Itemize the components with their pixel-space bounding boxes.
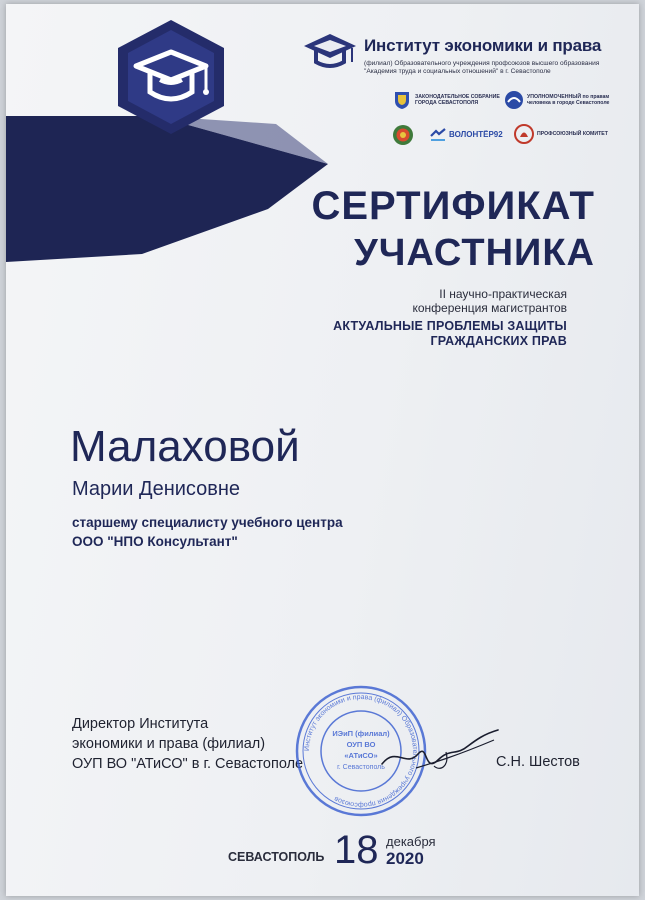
partner-emblem-round	[392, 124, 422, 146]
stamp-ring-text: Институт экономики и права (филиал) Образовательного учреждения профсоюзов	[303, 693, 419, 809]
conference-topic-line1: АКТУАЛЬНЫЕ ПРОБЛЕМЫ ЗАЩИТЫ	[333, 319, 567, 333]
certificate-title-line1: СЕРТИФИКАТ	[311, 184, 595, 228]
union-icon	[514, 124, 534, 144]
certificate-title-line2: УЧАСТНИКА	[354, 232, 595, 274]
date-month: декабря	[386, 834, 436, 849]
crest-icon	[392, 90, 412, 110]
partner-label: ЗАКОНОДАТЕЛЬНОЕ СОБРАНИЕ ГОРОДА СЕВАСТОПОЛЯ	[415, 94, 500, 106]
date-day: 18	[334, 828, 379, 872]
recipient-given-names: Марии Денисовне	[72, 478, 241, 500]
date-year: 2020	[386, 849, 424, 868]
stamp-center-line1: ИЭиП (филиал)	[332, 729, 390, 738]
recipient-surname: Малаховой	[70, 422, 300, 471]
city-label: СЕВАСТОПОЛЬ	[228, 850, 325, 864]
conference-topic-line2: ГРАЖДАНСКИХ ПРАВ	[430, 334, 567, 348]
round-emblem-icon	[392, 124, 414, 146]
signer-name: С.Н. Шестов	[496, 754, 580, 770]
partner-ombudsman	[504, 90, 616, 110]
partner-label: ВОЛОНТЁР92	[449, 130, 503, 139]
director-title-line3: ОУП ВО "АТиСО" в г. Севастополе	[72, 756, 304, 772]
director-title-line1: Директор Института	[72, 716, 209, 732]
partner-label: УПОЛНОМОЧЕННЫЙ по правам человека в городе Севастополе	[527, 94, 610, 106]
stamp-center-line4: г. Севастополь	[337, 764, 385, 771]
recipient-position-line2: ООО "НПО Консультант"	[72, 534, 238, 549]
partner-volunteer	[430, 128, 508, 142]
stamp-center-line2: ОУП ВО	[346, 740, 376, 749]
director-title-line2: экономики и права (филиал)	[72, 736, 266, 752]
handwritten-signature	[376, 716, 506, 786]
institute-logo-icon	[302, 32, 358, 72]
stamp-center-line3: «АТиСО»	[344, 751, 378, 760]
partner-union	[514, 124, 614, 144]
graduation-cap-emblem-icon	[106, 16, 236, 136]
partner-label: ПРОФСОЮЗНЫЙ КОМИТЕТ	[537, 131, 608, 137]
conference-line2: конференция магистрантов	[412, 301, 567, 315]
recipient-position-line1: старшему специалисту учебного центра	[72, 515, 343, 530]
certificate-sheet	[6, 4, 639, 896]
volunteer-icon	[430, 128, 446, 142]
ombudsman-icon	[504, 90, 524, 110]
institute-name: Институт экономики и права	[364, 36, 602, 55]
conference-line1: II научно-практическая	[439, 287, 567, 301]
partner-legislative-assembly	[392, 90, 502, 110]
institute-subtitle: (филиал) Образовательного учреждения профсоюзов высшего образования "Академия труда и социальных отношений" в г. Севастополе	[364, 60, 600, 75]
partner-logos	[386, 90, 616, 160]
